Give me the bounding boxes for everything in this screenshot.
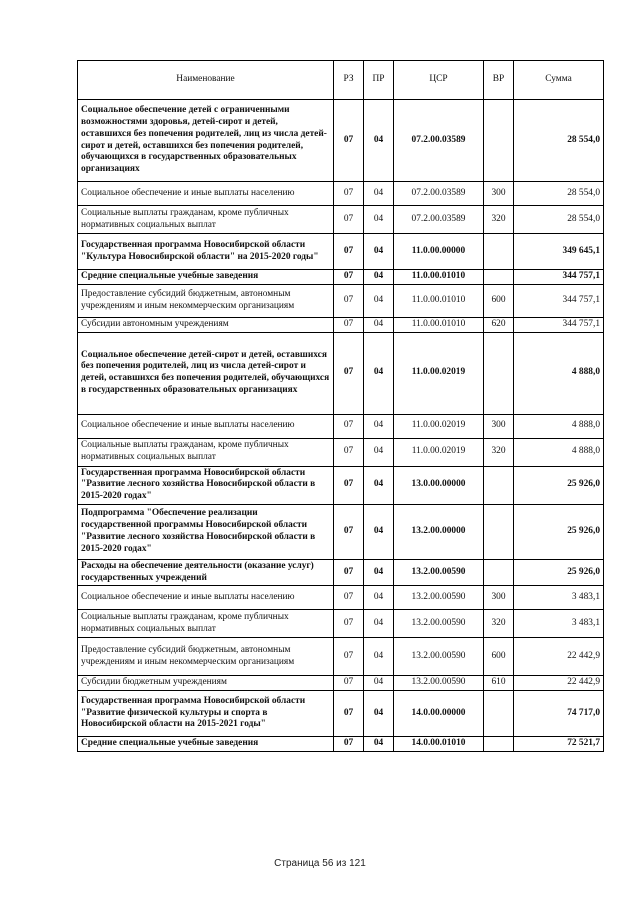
vr-cell: 610 bbox=[484, 676, 514, 691]
csr-cell: 11.0.00.02019 bbox=[394, 438, 484, 466]
sum-cell: 4 888,0 bbox=[514, 414, 604, 438]
vr-cell bbox=[484, 559, 514, 586]
budget-table bbox=[77, 60, 604, 752]
pr-cell: 04 bbox=[364, 100, 394, 182]
table-row bbox=[78, 438, 604, 466]
sum-cell: 74 717,0 bbox=[514, 691, 604, 737]
vr-cell bbox=[484, 100, 514, 182]
sum-cell: 22 442,9 bbox=[514, 638, 604, 676]
sum-cell: 344 757,1 bbox=[514, 284, 604, 317]
name-cell: Расходы на обеспечение деятельности (оказание услуг) государственных учреждений bbox=[78, 559, 334, 586]
vr-cell: 300 bbox=[484, 182, 514, 206]
table-header bbox=[78, 61, 604, 100]
pr-cell: 04 bbox=[364, 206, 394, 234]
table-row bbox=[78, 284, 604, 317]
header-csr: ЦСР bbox=[394, 61, 484, 100]
table-row bbox=[78, 504, 604, 559]
vr-cell: 320 bbox=[484, 438, 514, 466]
vr-cell bbox=[484, 270, 514, 285]
sum-cell: 28 554,0 bbox=[514, 182, 604, 206]
vr-cell bbox=[484, 737, 514, 752]
sum-cell: 4 888,0 bbox=[514, 438, 604, 466]
table-row bbox=[78, 466, 604, 504]
vr-cell bbox=[484, 466, 514, 504]
name-cell: Подпрограмма "Обеспечение реализации государственной программы Новосибирской области "Развитие лесного хозяйства Новосибирской области в 2015-2020 годах" bbox=[78, 504, 334, 559]
pr-cell: 04 bbox=[364, 414, 394, 438]
pr-cell: 04 bbox=[364, 438, 394, 466]
csr-cell: 13.2.00.00000 bbox=[394, 504, 484, 559]
table-row bbox=[78, 100, 604, 182]
csr-cell: 07.2.00.03589 bbox=[394, 182, 484, 206]
sum-cell: 4 888,0 bbox=[514, 332, 604, 414]
pr-cell: 04 bbox=[364, 676, 394, 691]
name-cell: Государственная программа Новосибирской области "Развитие лесного хозяйства Новосибирской области в 2015-2020 годах" bbox=[78, 466, 334, 504]
name-cell: Субсидии автономным учреждениям bbox=[78, 317, 334, 332]
sum-cell: 25 926,0 bbox=[514, 559, 604, 586]
header-vr: ВР bbox=[484, 61, 514, 100]
table-row bbox=[78, 317, 604, 332]
sum-cell: 25 926,0 bbox=[514, 466, 604, 504]
name-cell: Социальные выплаты гражданам, кроме публичных нормативных социальных выплат bbox=[78, 610, 334, 638]
vr-cell: 300 bbox=[484, 586, 514, 610]
csr-cell: 07.2.00.03589 bbox=[394, 206, 484, 234]
pr-cell: 04 bbox=[364, 234, 394, 270]
csr-cell: 11.0.00.02019 bbox=[394, 414, 484, 438]
name-cell: Государственная программа Новосибирской области "Развитие физической культуры и спорта в Новосибирской области на 2015-2021 годы" bbox=[78, 691, 334, 737]
name-cell: Социальные выплаты гражданам, кроме публичных нормативных социальных выплат bbox=[78, 206, 334, 234]
sum-cell: 349 645,1 bbox=[514, 234, 604, 270]
rz-cell: 07 bbox=[334, 610, 364, 638]
csr-cell: 13.0.00.00000 bbox=[394, 466, 484, 504]
rz-cell: 07 bbox=[334, 559, 364, 586]
sum-cell: 344 757,1 bbox=[514, 270, 604, 285]
pr-cell: 04 bbox=[364, 270, 394, 285]
table-row bbox=[78, 691, 604, 737]
table-row bbox=[78, 182, 604, 206]
sum-cell: 28 554,0 bbox=[514, 100, 604, 182]
name-cell: Социальное обеспечение и иные выплаты населению bbox=[78, 182, 334, 206]
name-cell: Средние специальные учебные заведения bbox=[78, 270, 334, 285]
csr-cell: 11.0.00.01010 bbox=[394, 284, 484, 317]
pr-cell: 04 bbox=[364, 504, 394, 559]
pr-cell: 04 bbox=[364, 182, 394, 206]
table-row bbox=[78, 610, 604, 638]
sum-cell: 344 757,1 bbox=[514, 317, 604, 332]
vr-cell: 600 bbox=[484, 638, 514, 676]
rz-cell: 07 bbox=[334, 332, 364, 414]
csr-cell: 11.0.00.00000 bbox=[394, 234, 484, 270]
rz-cell: 07 bbox=[334, 182, 364, 206]
name-cell: Государственная программа Новосибирской области "Культура Новосибирской области" на 2015-2020 годы" bbox=[78, 234, 334, 270]
csr-cell: 07.2.00.03589 bbox=[394, 100, 484, 182]
rz-cell: 07 bbox=[334, 676, 364, 691]
vr-cell: 320 bbox=[484, 610, 514, 638]
table-row bbox=[78, 586, 604, 610]
csr-cell: 13.2.00.00590 bbox=[394, 676, 484, 691]
table-body bbox=[78, 100, 604, 752]
table-row bbox=[78, 234, 604, 270]
table-row bbox=[78, 332, 604, 414]
page-number: Страница 56 из 121 bbox=[274, 858, 366, 869]
sum-cell: 3 483,1 bbox=[514, 586, 604, 610]
pr-cell: 04 bbox=[364, 610, 394, 638]
table-row bbox=[78, 414, 604, 438]
rz-cell: 07 bbox=[334, 270, 364, 285]
vr-cell: 620 bbox=[484, 317, 514, 332]
pr-cell: 04 bbox=[364, 691, 394, 737]
pr-cell: 04 bbox=[364, 332, 394, 414]
header-pr: ПР bbox=[364, 61, 394, 100]
csr-cell: 11.0.00.01010 bbox=[394, 317, 484, 332]
pr-cell: 04 bbox=[364, 638, 394, 676]
table-row bbox=[78, 676, 604, 691]
table-row bbox=[78, 559, 604, 586]
pr-cell: 04 bbox=[364, 737, 394, 752]
header-sum: Сумма bbox=[514, 61, 604, 100]
sum-cell: 3 483,1 bbox=[514, 610, 604, 638]
rz-cell: 07 bbox=[334, 691, 364, 737]
rz-cell: 07 bbox=[334, 638, 364, 676]
vr-cell bbox=[484, 332, 514, 414]
rz-cell: 07 bbox=[334, 438, 364, 466]
vr-cell bbox=[484, 234, 514, 270]
pr-cell: 04 bbox=[364, 466, 394, 504]
rz-cell: 07 bbox=[334, 100, 364, 182]
rz-cell: 07 bbox=[334, 504, 364, 559]
name-cell: Средние специальные учебные заведения bbox=[78, 737, 334, 752]
name-cell: Предоставление субсидий бюджетным, автономным учреждениям и иным некоммерческим организациям bbox=[78, 284, 334, 317]
pr-cell: 04 bbox=[364, 586, 394, 610]
rz-cell: 07 bbox=[334, 466, 364, 504]
csr-cell: 11.0.00.02019 bbox=[394, 332, 484, 414]
pr-cell: 04 bbox=[364, 559, 394, 586]
name-cell: Субсидии бюджетным учреждениям bbox=[78, 676, 334, 691]
csr-cell: 13.2.00.00590 bbox=[394, 610, 484, 638]
name-cell: Предоставление субсидий бюджетным, автономным учреждениям и иным некоммерческим организациям bbox=[78, 638, 334, 676]
vr-cell bbox=[484, 504, 514, 559]
csr-cell: 11.0.00.01010 bbox=[394, 270, 484, 285]
sum-cell: 72 521,7 bbox=[514, 737, 604, 752]
name-cell: Социальные выплаты гражданам, кроме публичных нормативных социальных выплат bbox=[78, 438, 334, 466]
header-rz: РЗ bbox=[334, 61, 364, 100]
sum-cell: 25 926,0 bbox=[514, 504, 604, 559]
table-row bbox=[78, 270, 604, 285]
name-cell: Социальное обеспечение и иные выплаты населению bbox=[78, 586, 334, 610]
name-cell: Социальное обеспечение детей-сирот и детей, оставшихся без попечения родителей, лиц из числа детей-сирот и детей, оставшихся без попечения родителей, обучающихся в государственных образовательных организациях bbox=[78, 332, 334, 414]
rz-cell: 07 bbox=[334, 234, 364, 270]
header-row bbox=[78, 61, 604, 100]
rz-cell: 07 bbox=[334, 586, 364, 610]
name-cell: Социальное обеспечение детей с ограниченными возможностями здоровья, детей-сирот и детей, оставшихся без попечения родителей, лиц из числа детей-сирот и детей, оставшихся без попечения родителей, обучающихся в государственных образовательных организациях bbox=[78, 100, 334, 182]
csr-cell: 14.0.00.00000 bbox=[394, 691, 484, 737]
pr-cell: 04 bbox=[364, 284, 394, 317]
vr-cell bbox=[484, 691, 514, 737]
header-name: Наименование bbox=[78, 61, 334, 100]
rz-cell: 07 bbox=[334, 317, 364, 332]
pr-cell: 04 bbox=[364, 317, 394, 332]
csr-cell: 13.2.00.00590 bbox=[394, 586, 484, 610]
sum-cell: 28 554,0 bbox=[514, 206, 604, 234]
table-row bbox=[78, 206, 604, 234]
rz-cell: 07 bbox=[334, 206, 364, 234]
rz-cell: 07 bbox=[334, 414, 364, 438]
table-row bbox=[78, 737, 604, 752]
csr-cell: 13.2.00.00590 bbox=[394, 638, 484, 676]
table-row bbox=[78, 638, 604, 676]
name-cell: Социальное обеспечение и иные выплаты населению bbox=[78, 414, 334, 438]
vr-cell: 600 bbox=[484, 284, 514, 317]
sum-cell: 22 442,9 bbox=[514, 676, 604, 691]
rz-cell: 07 bbox=[334, 284, 364, 317]
csr-cell: 14.0.00.01010 bbox=[394, 737, 484, 752]
vr-cell: 300 bbox=[484, 414, 514, 438]
vr-cell: 320 bbox=[484, 206, 514, 234]
csr-cell: 13.2.00.00590 bbox=[394, 559, 484, 586]
rz-cell: 07 bbox=[334, 737, 364, 752]
